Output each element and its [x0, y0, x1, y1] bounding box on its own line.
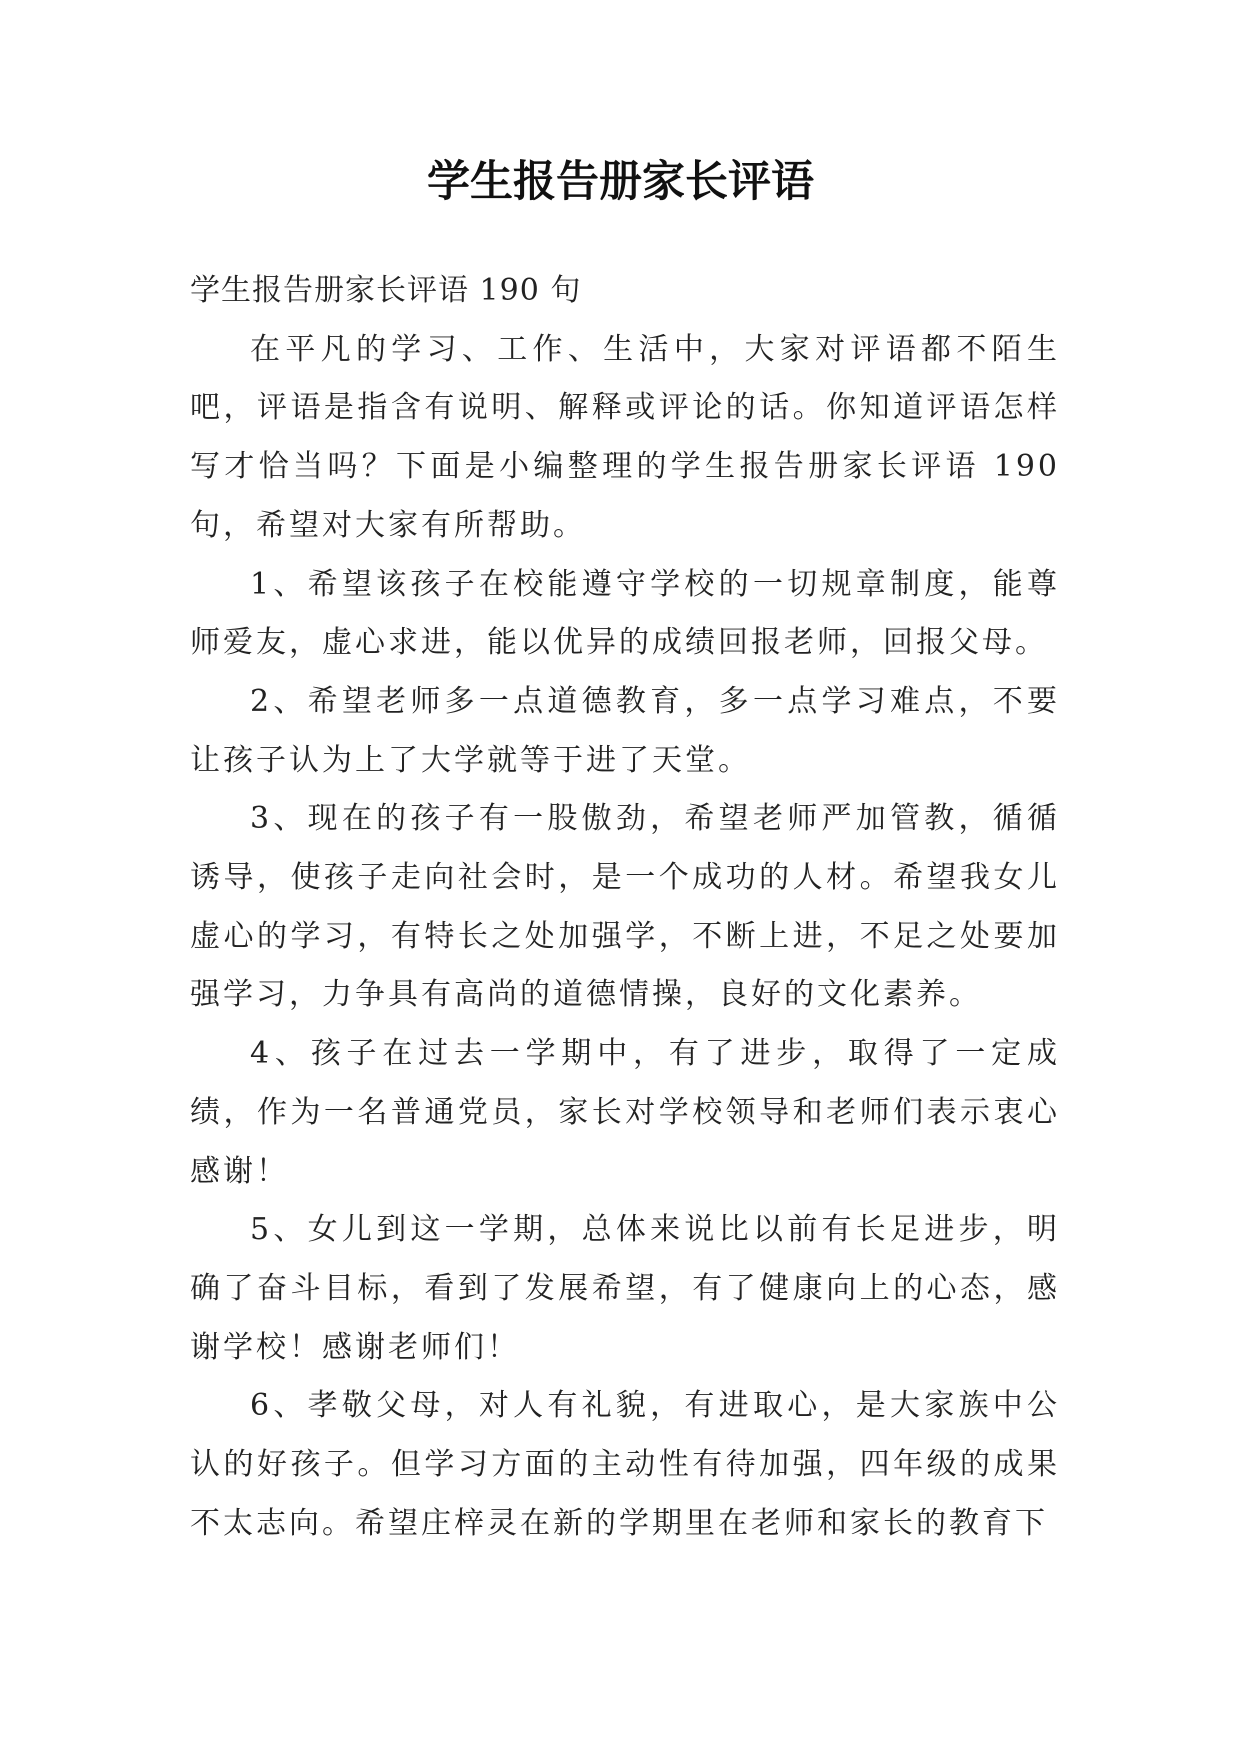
- comment-paragraph-2: 2、希望老师多一点道德教育，多一点学习难点，不要让孩子认为上了大学就等于进了天堂。: [190, 683, 1060, 778]
- document-body: [190, 262, 1060, 1553]
- comment-paragraph-4: 4、孩子在过去一学期中，有了进步，取得了一定成绩，作为一名普通党员，家长对学校领导和老师们表示衷心感谢！: [190, 1036, 1060, 1189]
- comment-paragraph-5: 5、女儿到这一学期，总体来说比以前有长足进步，明确了奋斗目标，看到了发展希望，有了健康向上的心态，感谢学校！感谢老师们！: [190, 1212, 1060, 1365]
- comment-paragraph-3: 3、现在的孩子有一股傲劲，希望老师严加管教，循循诱导，使孩子走向社会时，是一个成功的人材。希望我女儿虚心的学习，有特长之处加强学，不断上进，不足之处要加强学习，力争具有高尚的道德情操，良好的文化素养。: [190, 801, 1060, 1013]
- document-title: 学生报告册家长评语: [427, 157, 814, 207]
- document-subtitle: 学生报告册家长评语 190 句: [190, 273, 582, 308]
- intro-paragraph: 在平凡的学习、工作、生活中，大家对评语都不陌生吧，评语是指含有说明、解释或评论的话。你知道评语怎样写才恰当吗？下面是小编整理的学生报告册家长评语 190 句，希望对大家有所帮助。: [190, 331, 1060, 543]
- comment-paragraph-6: 6、孝敬父母，对人有礼貌，有进取心，是大家族中公认的好孩子。但学习方面的主动性有待加强，四年级的成果不太志向。希望庄梓灵在新的学期里在老师和家长的教育下: [190, 1388, 1060, 1541]
- comment-paragraph-1: 1、希望该孩子在校能遵守学校的一切规章制度，能尊师爱友，虚心求进，能以优异的成绩回报老师，回报父母。: [190, 566, 1060, 661]
